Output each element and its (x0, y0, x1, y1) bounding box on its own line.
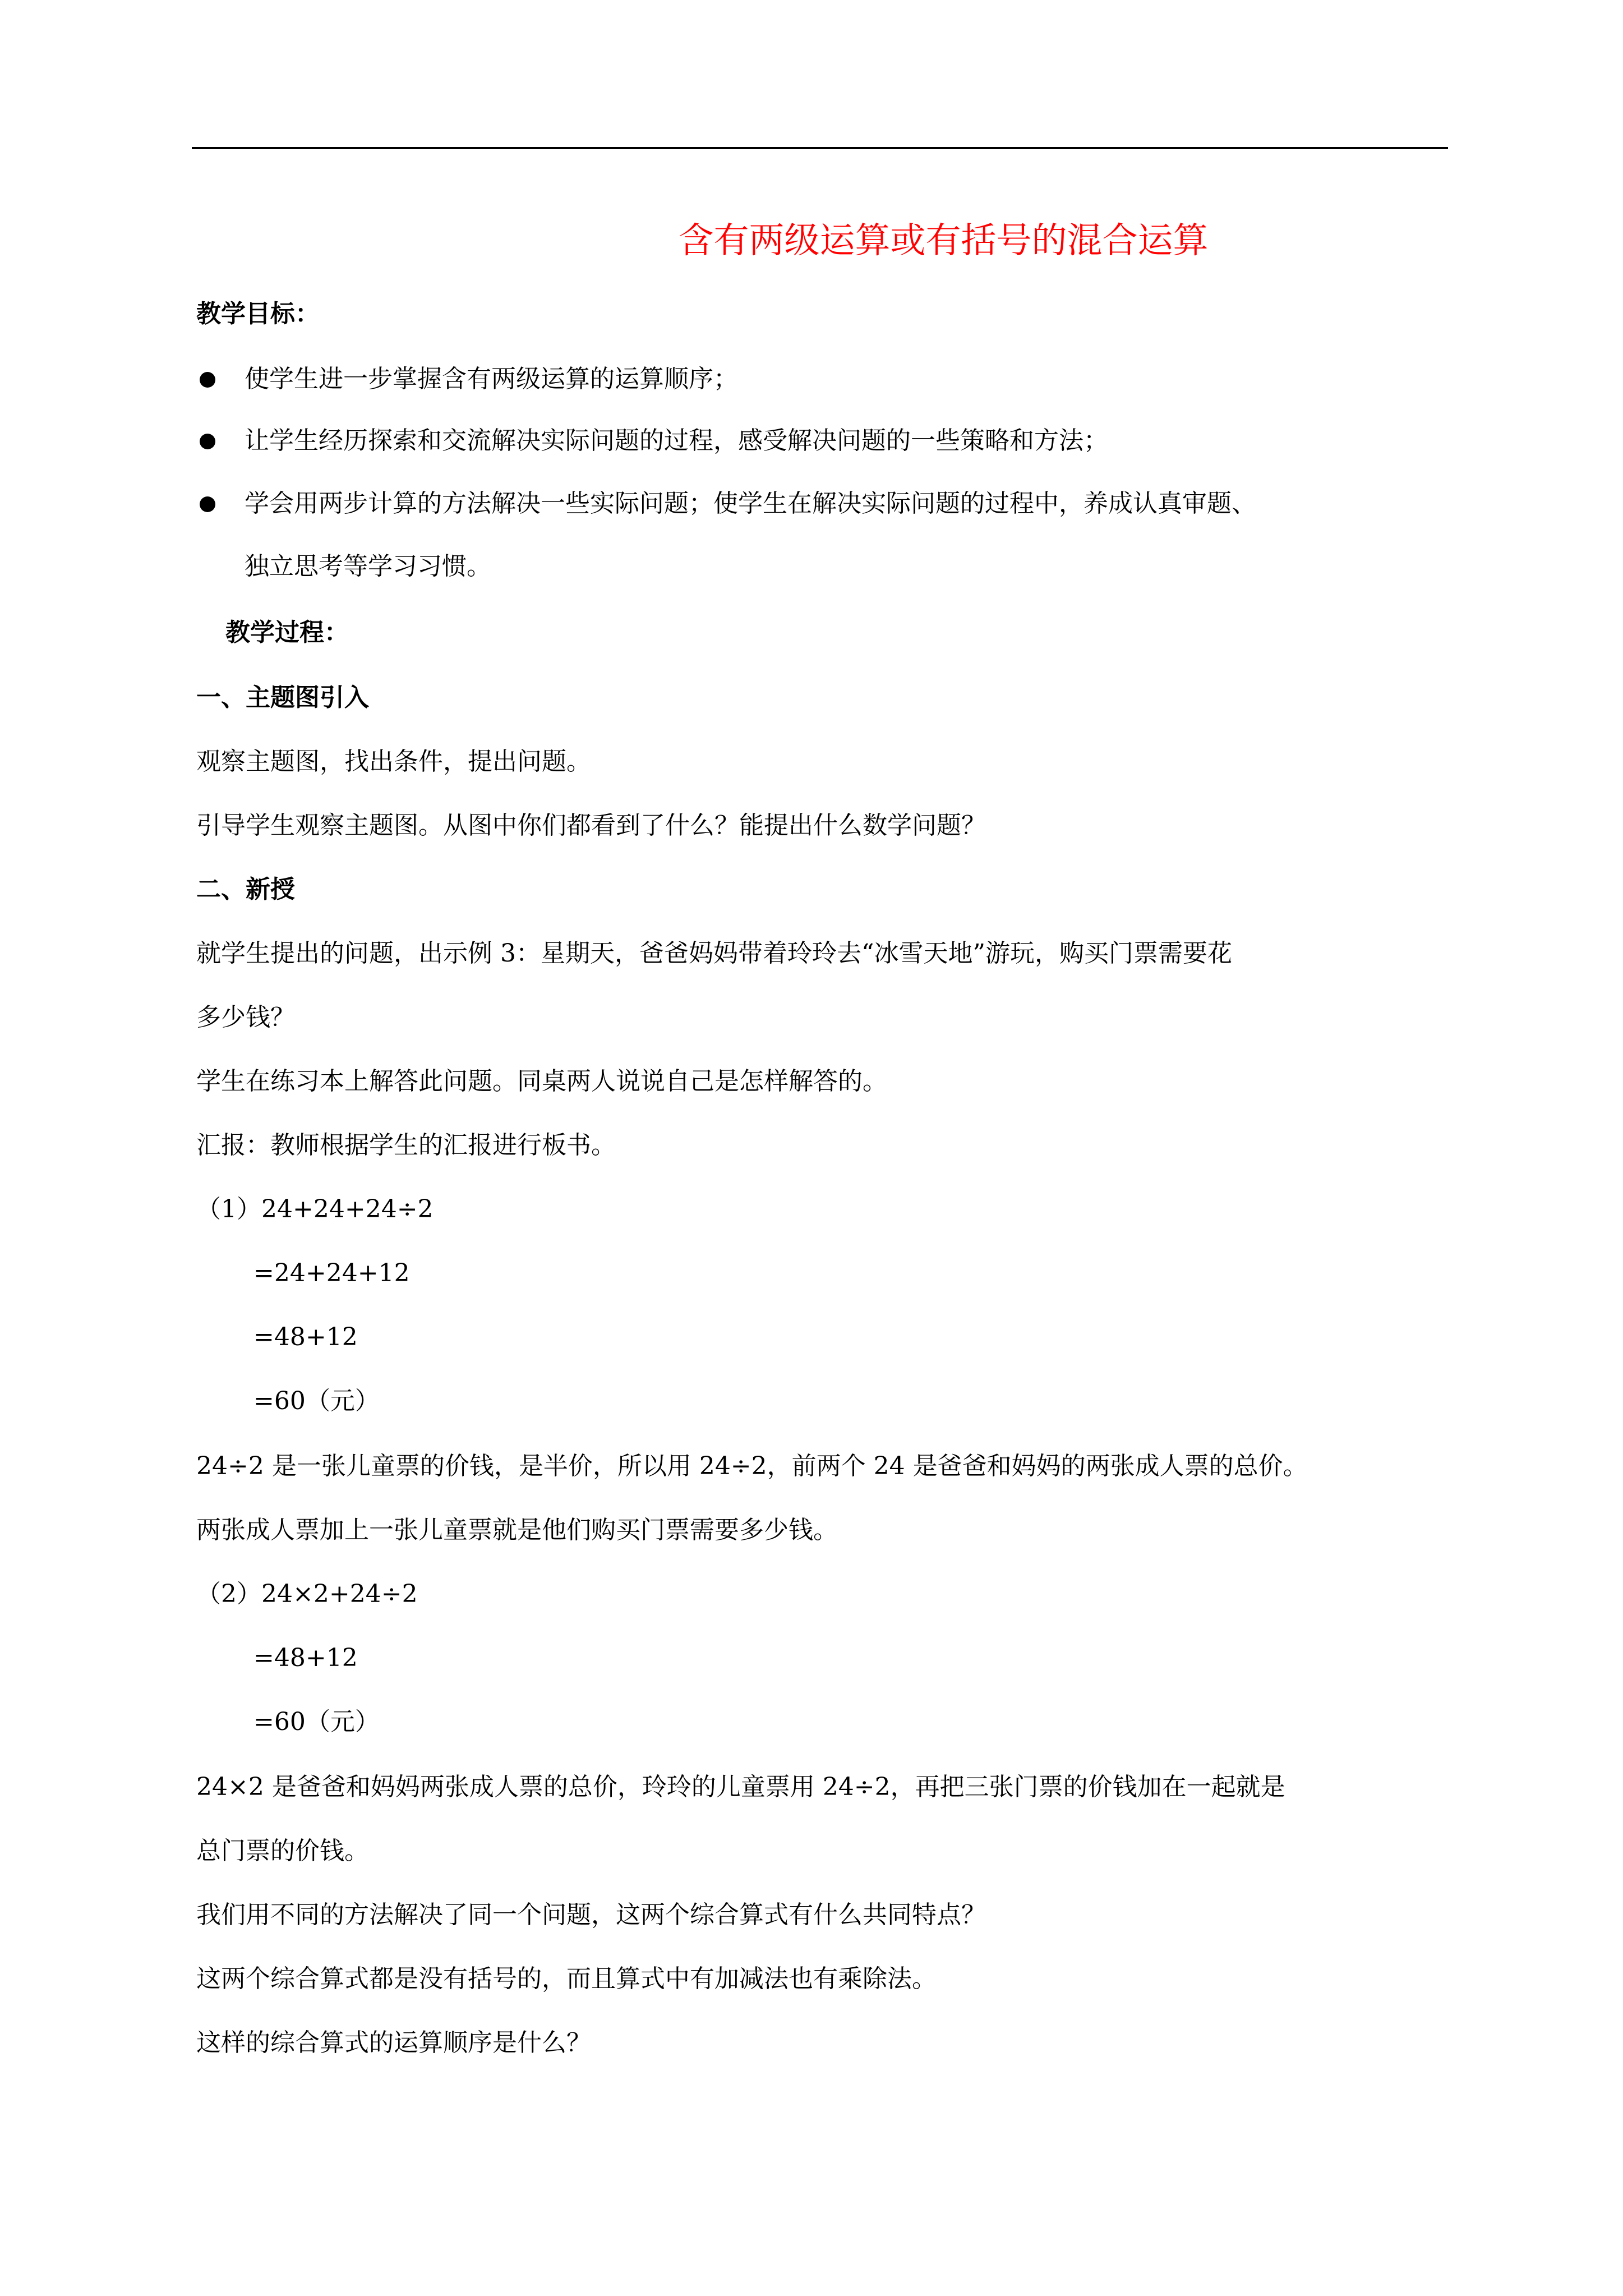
section1-line-2: 引导学生观察主题图。从图中你们都看到了什么？能提出什么数学问题？ (196, 811, 986, 840)
objective-item-3: 学会用两步计算的方法解决一些实际问题；使学生在解决实际问题的过程中，养成认真审题、 (245, 489, 1256, 518)
closing-line-2: 这两个综合算式都是没有括号的，而且算式中有加减法也有乘除法。 (196, 1964, 937, 1993)
bullet-dot-3 (200, 496, 215, 512)
section2-heading: 二、新授 (196, 875, 295, 904)
objectives-heading: 教学目标： (196, 300, 320, 328)
closing-line-1: 我们用不同的方法解决了同一个问题，这两个综合算式有什么共同特点？ (196, 1901, 986, 1929)
bullet-dot-1 (200, 372, 215, 388)
method2-explanation-1: 24×2 是爸爸和妈妈两张成人票的总价，玲玲的儿童票用 24÷2，再把三张门票的价钱加在一起就是 (196, 1773, 1285, 1801)
method2-step-1: =48+12 (253, 1644, 358, 1672)
objective-item-1: 使学生进一步掌握含有两级运算的运算顺序； (245, 365, 738, 393)
method2-step-2: =60（元） (253, 1708, 380, 1736)
objective-item-3-continuation: 独立思考等学习习惯。 (245, 552, 491, 581)
method1-expression: （1）24+24+24÷2 (196, 1195, 434, 1223)
method2-expression: （2）24×2+24÷2 (196, 1580, 418, 1608)
section2-line-1: 就学生提出的问题，出示例 3：星期天，爸爸妈妈带着玲玲去“冰雪天地”游玩，购买门票需要花 (196, 939, 1232, 968)
method1-explanation-2: 两张成人票加上一张儿童票就是他们购买门票需要多少钱。 (196, 1516, 838, 1544)
header-rule (192, 147, 1448, 149)
objective-item-2: 让学生经历探索和交流解决实际问题的过程，感受解决问题的一些策略和方法； (245, 426, 1108, 455)
section2-line-2: 多少钱？ (196, 1003, 295, 1032)
section2-line-3: 学生在练习本上解答此问题。同桌两人说说自己是怎样解答的。 (196, 1067, 887, 1096)
method2-explanation-2: 总门票的价钱。 (196, 1837, 369, 1865)
section2-line-4: 汇报：教师根据学生的汇报进行板书。 (196, 1131, 616, 1159)
process-heading: 教学过程： (225, 618, 349, 647)
method1-step-2: =48+12 (253, 1323, 358, 1351)
section1-heading: 一、主题图引入 (196, 683, 369, 712)
document-title: 含有两级运算或有括号的混合运算 (678, 220, 1209, 261)
bullet-dot-2 (200, 434, 215, 449)
closing-line-3: 这样的综合算式的运算顺序是什么？ (196, 2028, 591, 2057)
section1-line-1: 观察主题图，找出条件，提出问题。 (196, 747, 591, 776)
method1-step-3: =60（元） (253, 1387, 380, 1415)
method1-step-1: =24+24+12 (253, 1259, 410, 1287)
method1-explanation-1: 24÷2 是一张儿童票的价钱，是半价，所以用 24÷2，前两个 24 是爸爸和妈妈的两张成人票的总价。 (196, 1452, 1308, 1480)
